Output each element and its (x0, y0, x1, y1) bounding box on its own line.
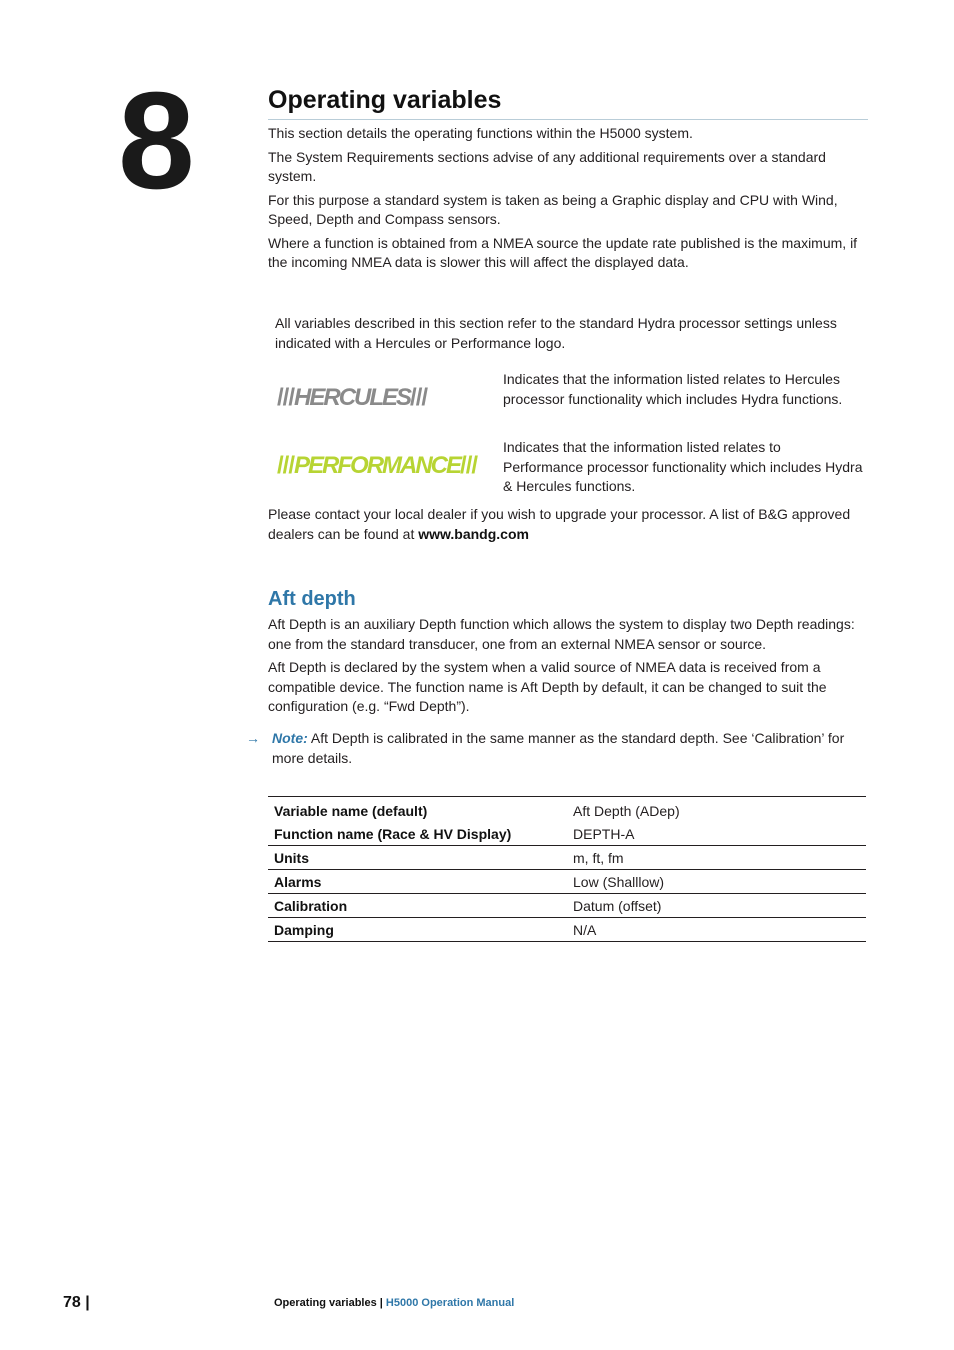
spec-table (268, 796, 866, 942)
logo-bars: /// (277, 452, 295, 479)
page-number: 78 | (63, 1294, 90, 1311)
table-row (268, 870, 866, 894)
intro-paragraph: Where a function is obtained from a NMEA source the update rate published is the maximum, if the incoming NMEA data is slower this will affect the displayed data. (268, 234, 858, 270)
logo-name: PERFORMANCE (294, 452, 461, 479)
row-value: DEPTH-A (567, 822, 866, 846)
variables-note: All variables described in this section refer to the standard Hydra processor settings unless indicated with a Hercules or Performance logo. (275, 315, 837, 351)
page-title: Operating variables (268, 86, 868, 120)
logo-bars: /// (277, 384, 295, 411)
footer-section: Operating variables (274, 1297, 377, 1309)
table-row (268, 822, 866, 846)
note-text (272, 729, 862, 768)
table-row (268, 894, 866, 918)
logo-name: HERCULES (294, 384, 411, 411)
note-body: Aft Depth is calibrated in the same manner as the standard depth. See ‘Calibration’ for more details. (272, 730, 845, 766)
intro-text (268, 124, 868, 277)
section-paragraph: Aft Depth is an auxiliary Depth function which allows the system to display two Depth readings: one from the standard transducer, one from an external NMEA sensor or source. (268, 616, 855, 652)
chapter-number: 8 (118, 64, 193, 218)
row-value: Aft Depth (ADep) (573, 802, 680, 819)
footer-manual: H5000 Operation Manual (385, 1297, 515, 1309)
dealer-link[interactable]: www.bandg.com (418, 525, 529, 542)
table-row (268, 797, 866, 823)
table-row (268, 846, 866, 870)
footer-running-title (274, 1297, 514, 1309)
intro-paragraph: This section details the operating functions within the H5000 system. (268, 125, 693, 141)
hercules-description: Indicates that the information listed relates to Hercules processor functionality which includes Hydra functions. (503, 371, 843, 407)
intro-paragraph: For this purpose a standard system is taken as being a Graphic display and CPU with Wind, Speed, Depth and Compass sensors. (268, 191, 838, 227)
logo-bars: /// (410, 384, 428, 411)
note-label: Note: (272, 730, 308, 746)
row-value: N/A (567, 918, 866, 942)
row-label: Function name (Race & HV Display) (268, 822, 567, 846)
row-value: Low (Shalllow) (567, 870, 866, 894)
intro-paragraph: The System Requirements sections advise of any additional requirements over a standard system. (268, 148, 826, 184)
row-label: Units (268, 846, 567, 870)
contact-sentence: Please contact your local dealer if you wish to upgrade your processor. A list of B&G approved dealers can be found at (268, 506, 851, 542)
arrow-right-icon: → (246, 730, 260, 746)
section-heading: Aft depth (268, 588, 356, 610)
footer-divider: | (376, 1297, 386, 1309)
performance-logo (277, 452, 477, 480)
performance-description: Indicates that the information listed relates to Performance processor functionality which includes Hydra & Hercules functions. (503, 439, 863, 494)
row-label: Alarms (268, 870, 567, 894)
section-text (268, 615, 868, 721)
row-label: Damping (268, 918, 567, 942)
row-label: Calibration (268, 894, 567, 918)
contact-text (268, 505, 868, 544)
hercules-logo (277, 384, 427, 412)
table-row (268, 918, 866, 942)
row-label: Variable name (default) (274, 802, 428, 819)
row-value: m, ft, fm (567, 846, 866, 870)
row-value: Datum (offset) (567, 894, 866, 918)
section-paragraph: Aft Depth is declared by the system when a valid source of NMEA data is received from a compatible device. The function name is Aft Depth by default, it can be changed to suit the configuration (e.g. “Fwd Depth”). (268, 659, 827, 714)
logo-bars: /// (460, 452, 478, 479)
